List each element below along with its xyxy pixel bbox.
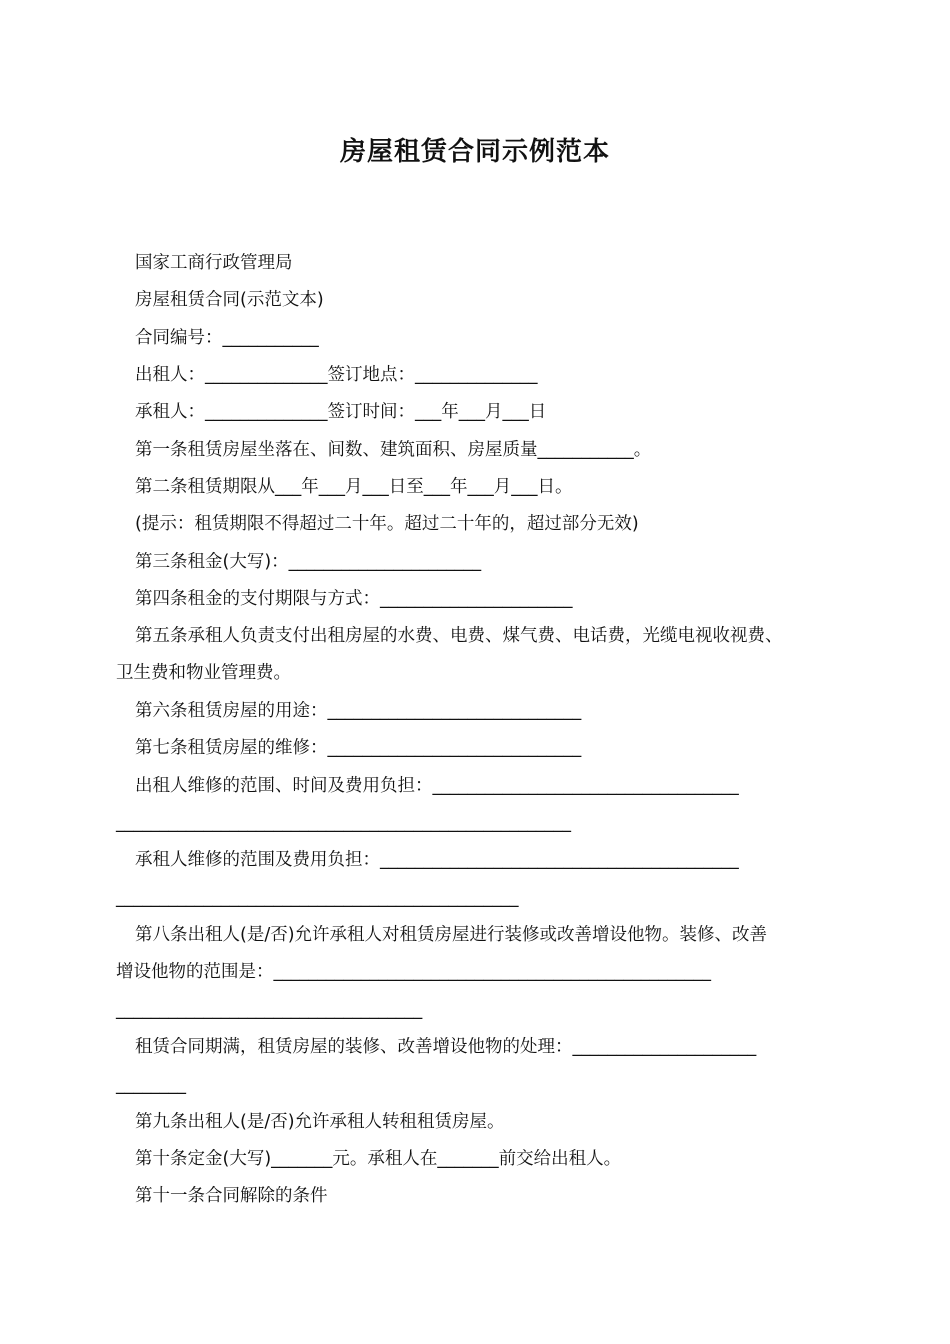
text-line: 承租人：______________签订时间：___年___月___日: [135, 402, 547, 422]
text-line: ______________________________________________: [116, 888, 519, 908]
text-line: 第七条租赁房屋的维修：_____________________________: [135, 738, 582, 758]
text-line: 第一条租赁房屋坐落在、间数、建筑面积、房屋质量___________。: [135, 440, 652, 460]
text-line: 第六条租赁房屋的用途：_____________________________: [135, 701, 582, 721]
text-line: (提示：租赁期限不得超过二十年。超过二十年的，超过部分无效): [135, 514, 639, 534]
document-title: 房屋租赁合同示例范本: [339, 137, 610, 167]
text-line: 增设他物的范围是：__________________________________________________: [116, 962, 711, 982]
text-line: 第二条租赁期限从___年___月___日至___年___月___日。: [135, 477, 573, 497]
text-line: 第九条出租人(是/否)允许承租人转租租赁房屋。: [135, 1112, 505, 1132]
text-line: ___________________________________: [116, 1000, 423, 1020]
text-line: 房屋租赁合同(示范文本): [135, 290, 324, 310]
text-line: 卫生费和物业管理费。: [116, 663, 291, 683]
text-line: 第十条定金(大写)_______元。承租人在_______前交给出租人。: [135, 1149, 622, 1169]
text-line: 合同编号：___________: [135, 328, 319, 348]
text-line: 第十一条合同解除的条件: [135, 1186, 328, 1206]
text-line: ____________________________________________________: [116, 813, 571, 833]
text-line: 出租人：______________签订地点：______________: [135, 365, 538, 385]
text-line: 第三条租金(大写)：______________________: [135, 552, 482, 572]
text-line: ________: [116, 1075, 186, 1095]
text-line: 国家工商行政管理局: [135, 253, 293, 273]
text-line: 租赁合同期满，租赁房屋的装修、改善增设他物的处理：_____________________: [135, 1037, 757, 1057]
text-line: 出租人维修的范围、时间及费用负担：___________________________________: [135, 776, 739, 796]
text-line: 承租人维修的范围及费用负担：_________________________________________: [135, 850, 739, 870]
text-line: 第四条租金的支付期限与方式：______________________: [135, 589, 573, 609]
text-line: 第八条出租人(是/否)允许承租人对租赁房屋进行装修或改善增设他物。装修、改善: [135, 925, 768, 945]
text-line: 第五条承租人负责支付出租房屋的水费、电费、煤气费、电话费，光缆电视收视费、: [135, 626, 783, 646]
